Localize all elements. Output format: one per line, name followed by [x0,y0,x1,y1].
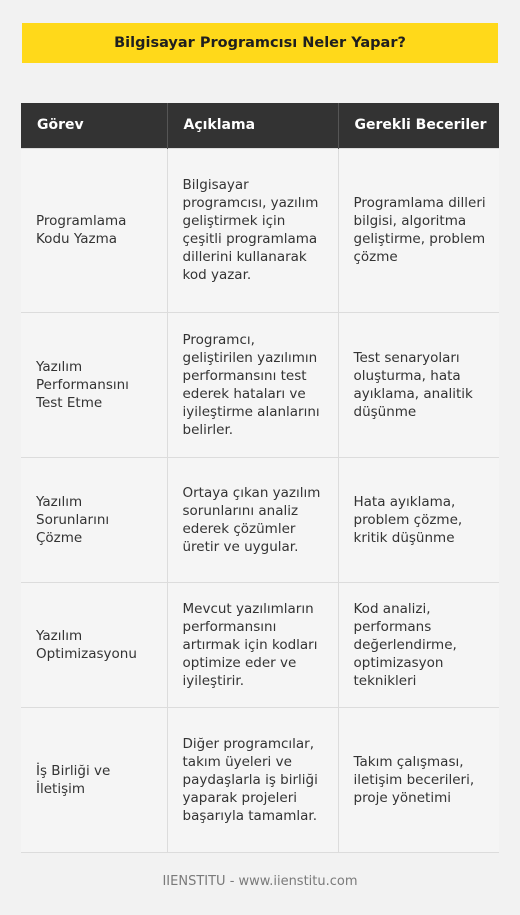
task-cell: İş Birliği ve İletişim [21,707,167,852]
page-title: Bilgisayar Programcısı Neler Yapar? [22,23,498,63]
table-row [21,312,499,457]
task-cell: Yazılım Performansını Test Etme [21,312,167,457]
tasks-table [21,103,499,853]
table-row [21,707,499,852]
skills-cell: Test senaryoları oluşturma, hata ayıklama, analitik düşünme [338,312,499,457]
description-cell: Mevcut yazılımların performansını artırmak için kodları optimize eder ve iyileştirir. [167,582,338,707]
task-cell: Programlama Kodu Yazma [21,148,167,312]
column-header-description: Açıklama [167,103,338,148]
skills-cell: Takım çalışması, iletişim becerileri, proje yönetimi [338,707,499,852]
table-header-row [21,103,499,148]
skills-cell: Hata ayıklama, problem çözme, kritik düşünme [338,457,499,582]
table-row [21,148,499,312]
footer-credit: IIENSTITU - www.iienstitu.com [162,874,358,889]
task-cell: Yazılım Optimizasyonu [21,582,167,707]
description-cell: Ortaya çıkan yazılım sorunlarını analiz ederek çözümler üretir ve uygular. [167,457,338,582]
column-header-task: Görev [21,103,167,148]
description-cell: Programcı, geliştirilen yazılımın performansını test ederek hataları ve iyileştirme alanlarını belirler. [167,312,338,457]
skills-cell: Programlama dilleri bilgisi, algoritma geliştirme, problem çözme [338,148,499,312]
description-cell: Diğer programcılar, takım üyeleri ve paydaşlarla iş birliği yaparak projeleri başarıyla tamamlar. [167,707,338,852]
task-cell: Yazılım Sorunlarını Çözme [21,457,167,582]
skills-cell: Kod analizi, performans değerlendirme, optimizasyon teknikleri [338,582,499,707]
table-row [21,582,499,707]
description-cell: Bilgisayar programcısı, yazılım geliştirmek için çeşitli programlama dillerini kullanarak kod yazar. [167,148,338,312]
column-header-skills: Gerekli Beceriler [338,103,499,148]
table-row [21,457,499,582]
